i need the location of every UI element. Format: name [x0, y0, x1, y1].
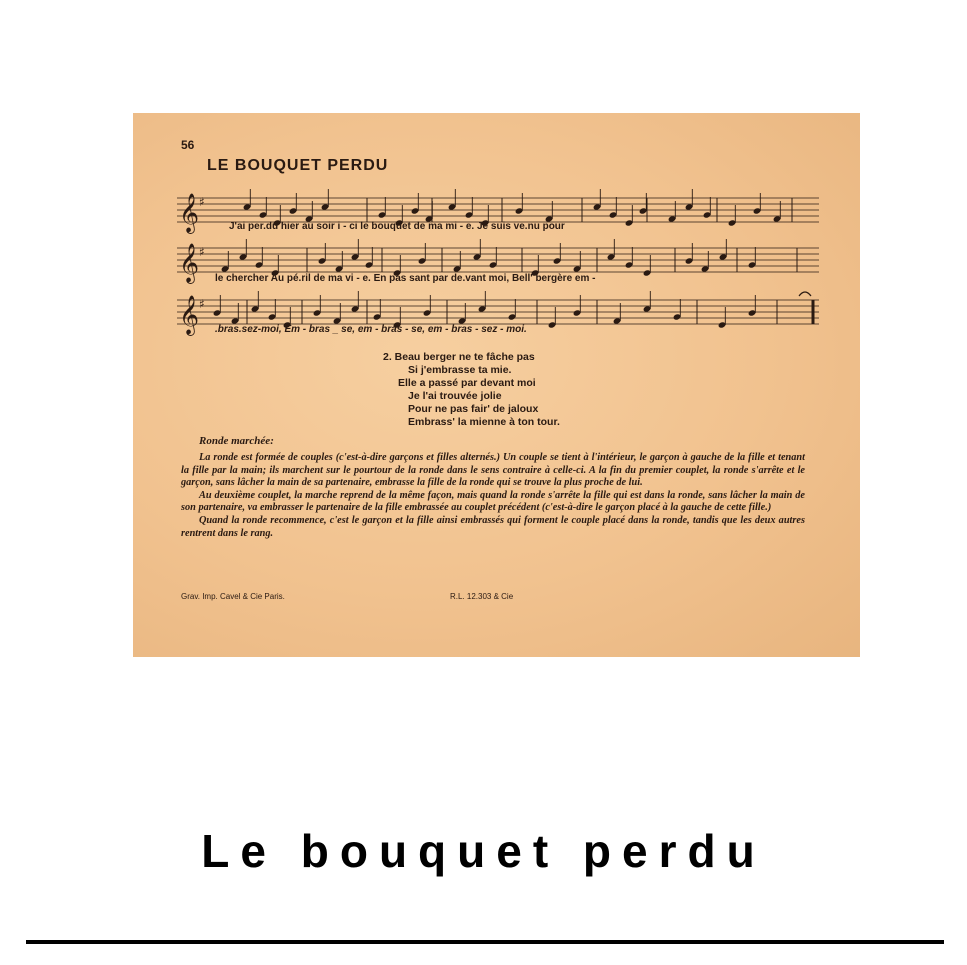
verse-line: 2. Beau berger ne te fâche pas [383, 351, 535, 363]
instruction-paragraph: La ronde est formée de couples (c'est-à-dire garçons et filles alternés.) Un couple se tient à l'intérieur, le garçon à gauche de la fille et tenant la fille par la main; ils marchent sur le pourtour de la ronde dans le sens contraire à celle-ci. A la fin du premier couplet, la ronde s'arrête et le garçon, sans lâcher la main de sa partenaire, embrasse la fille de la ronde qui se trouve la plus proche de lui. [181, 452, 805, 489]
catalog-number: R.L. 12.303 & Cie [450, 592, 514, 601]
fermata-icon [799, 292, 811, 296]
music-staff-1 [177, 188, 819, 240]
bottom-divider [26, 940, 944, 944]
key-signature-sharp-icon: ♯ [199, 297, 205, 311]
treble-clef-icon: 𝄞 [179, 295, 200, 335]
verse-line: Je l'ai trouvée jolie [408, 390, 502, 402]
verse-line: Pour ne pas fair' de jaloux [408, 403, 539, 415]
lyrics-line-2: le chercher Au pé.ril de ma vi - e. En pas sant par de.vant moi, Bell' bergère em - [215, 273, 596, 284]
treble-clef-icon: 𝄞 [179, 193, 200, 233]
ronde-heading: Ronde marchée: [199, 435, 274, 447]
scanned-sheet-music-page [133, 113, 860, 657]
instruction-paragraph: Quand la ronde recommence, c'est le garçon et la fille ainsi embrassés qui forment le couple placé dans la ronde, tandis que les deux autres rentrent dans le rang. [181, 514, 805, 539]
verse-line: Embrass' la mienne à ton tour. [408, 416, 560, 428]
lyrics-line-1: J'ai per.du hier au soir i - ci le bouquet de ma mi - e. Je suis ve.nu pour [229, 221, 565, 232]
caption-title: Le bouquet perdu [201, 825, 766, 877]
lyrics-line-3: .bras.sez-moi, Em - bras _ se, em - bras - se, em - bras - sez - moi. [215, 324, 527, 335]
key-signature-sharp-icon: ♯ [199, 195, 205, 209]
page-number: 56 [181, 138, 195, 152]
dance-instructions [181, 452, 805, 540]
verse-2 [383, 351, 560, 429]
verse-line: Elle a passé par devant moi [398, 377, 536, 389]
instruction-paragraph: Au deuxième couplet, la marche reprend de la même façon, mais quand la ronde s'arrête la fille qui est dans la ronde, sans lâcher la main de son partenaire, va embrasser le partenaire de la fille embrassée au couplet précédent (c'est-à-dire le garçon placé à la gauche de cette fille.) [181, 489, 805, 514]
verse-line: Si j'embrasse ta mie. [408, 364, 512, 376]
song-title: LE BOUQUET PERDU [207, 157, 389, 174]
treble-clef-icon: 𝄞 [179, 243, 200, 283]
printer-credit: Grav. Imp. Cavel & Cie Paris. [181, 592, 285, 601]
key-signature-sharp-icon: ♯ [199, 245, 205, 259]
